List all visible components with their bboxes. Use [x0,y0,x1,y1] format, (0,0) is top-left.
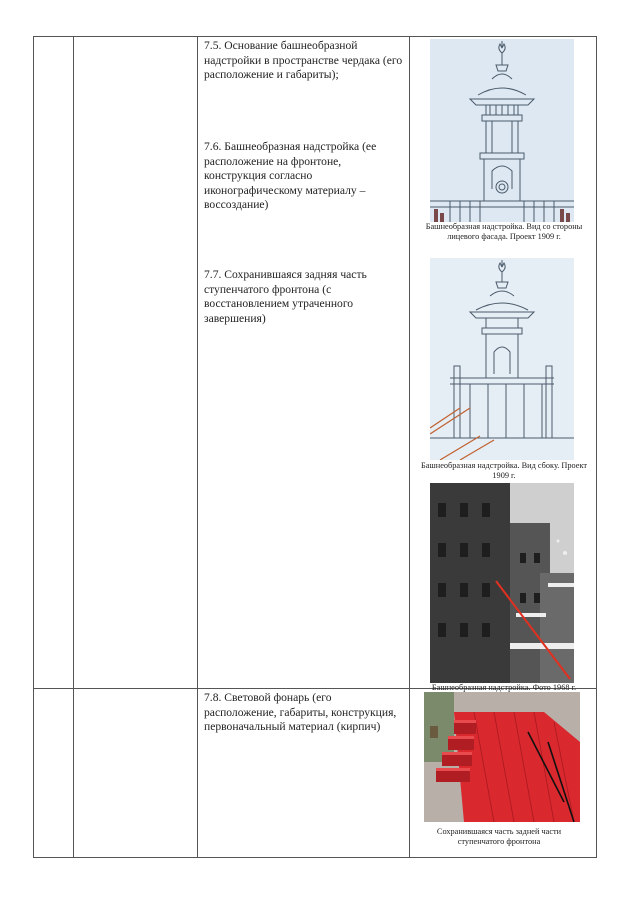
caption-figure-3: Башнеобразная надстройка. Фото 1968 г. [431,683,577,692]
gable-photo-image [424,692,580,822]
figure-tower-side-drawing [430,258,574,460]
tower-side-drawing-image [430,258,574,460]
tower-front-drawing-image [430,39,574,222]
figure-tower-front-drawing [430,39,574,222]
caption-figure-1: Башнеобразная надстройка. Вид со стороны лицевого фасада. Проект 1909 г. [425,222,583,241]
column-divider-2 [197,36,198,858]
item-7-5: 7.5. Основание башнеобразной надстройки в пространстве чердака (его расположение и габариты); [204,39,403,81]
caption-figure-4: Сохранившаяся часть задней части ступенчатого фронтона [436,827,562,846]
column-divider-1 [73,36,74,858]
caption-figure-2: Башнеобразная надстройка. Вид сбоку. Проект 1909 г. [420,461,588,480]
figure-photo-1968 [430,483,574,683]
item-7-7: 7.7. Сохранившаяся задняя часть ступенчатого фронтона (с восстановлением утраченного завершения) [204,268,367,325]
table-border-top [33,36,597,37]
item-7-8: 7.8. Световой фонарь (его расположение, габариты, конструкция, первоначальный материал (кирпич) [204,691,397,733]
table-border-left [33,36,34,858]
figure-gable-photo [424,692,580,822]
photo-1968-image [430,483,574,683]
item-7-6: 7.6. Башнеобразная надстройка (ее расположение на фронтоне, конструкция согласно иконографическому материалу – воссоздание) [204,140,377,211]
column-divider-3 [409,36,410,858]
table-border-bottom [33,857,597,858]
table-border-right [596,36,597,858]
